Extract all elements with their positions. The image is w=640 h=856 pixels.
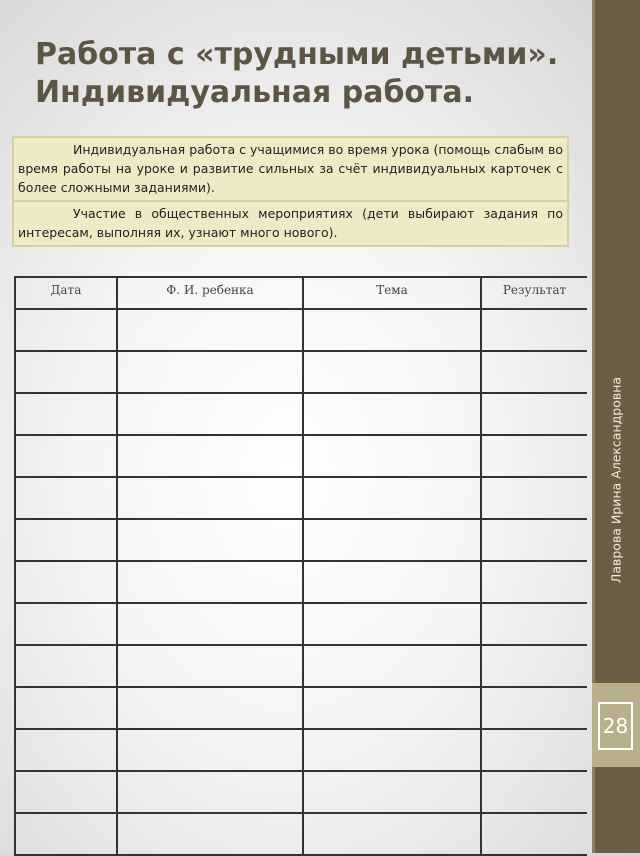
header-date: Дата	[15, 277, 117, 309]
table-row	[15, 435, 587, 477]
table-container	[14, 276, 587, 856]
table-cell	[303, 729, 481, 771]
table-cell	[303, 519, 481, 561]
table-cell	[15, 813, 117, 855]
table-cell	[15, 561, 117, 603]
table-cell	[15, 309, 117, 351]
table-header-row	[15, 277, 587, 309]
paragraph-public-events: Участие в общественных мероприятиях (дети выбирают задания по интересам, выполняя их, узнают много нового).	[14, 200, 567, 245]
table-cell	[481, 309, 587, 351]
table-cell	[15, 519, 117, 561]
table-cell	[303, 603, 481, 645]
table-row	[15, 603, 587, 645]
title-line-1: Работа с «трудными детьми».	[35, 37, 559, 72]
author-name: Лаврова Ирина Александровна	[608, 376, 624, 584]
table-cell	[15, 729, 117, 771]
table-cell	[15, 393, 117, 435]
table-cell	[15, 435, 117, 477]
table-cell	[303, 771, 481, 813]
table-cell	[15, 477, 117, 519]
table-row	[15, 687, 587, 729]
table-cell	[303, 645, 481, 687]
title-line-2: Индивидуальная работа.	[35, 75, 475, 110]
table-body	[15, 309, 587, 856]
table-cell	[303, 477, 481, 519]
table-cell	[481, 771, 587, 813]
table-cell	[117, 603, 303, 645]
table-cell	[15, 771, 117, 813]
table-cell	[117, 393, 303, 435]
header-child-name: Ф. И. ребенка	[117, 277, 303, 309]
table-cell	[481, 351, 587, 393]
table-row	[15, 519, 587, 561]
table-cell	[481, 393, 587, 435]
table-row	[15, 477, 587, 519]
individual-work-table	[14, 276, 587, 856]
table-cell	[303, 813, 481, 855]
table-row	[15, 729, 587, 771]
table-cell	[303, 309, 481, 351]
table-cell	[117, 477, 303, 519]
table-row	[15, 309, 587, 351]
table-cell	[15, 603, 117, 645]
table-cell	[481, 435, 587, 477]
table-cell	[117, 351, 303, 393]
table-cell	[481, 561, 587, 603]
table-row	[15, 561, 587, 603]
table-cell	[15, 645, 117, 687]
table-cell	[117, 771, 303, 813]
table-cell	[481, 729, 587, 771]
table-cell	[481, 813, 587, 855]
slide-title	[35, 36, 595, 112]
table-cell	[481, 519, 587, 561]
table-cell	[15, 351, 117, 393]
table-cell	[117, 813, 303, 855]
paragraph-lesson-work: Индивидуальная работа с учащимися во время урока (помощь слабым во время работы на уроке и развитие сильных за счёт индивидуальных карточек с более сложными заданиями).	[18, 142, 563, 195]
table-cell	[303, 393, 481, 435]
table-row	[15, 393, 587, 435]
table-row	[15, 351, 587, 393]
header-result: Результат	[481, 277, 587, 309]
table-cell	[481, 477, 587, 519]
table-row	[15, 813, 587, 855]
table-cell	[117, 309, 303, 351]
page-number: 28	[598, 702, 633, 750]
table-cell	[117, 435, 303, 477]
table-row	[15, 771, 587, 813]
table-cell	[481, 645, 587, 687]
table-cell	[303, 351, 481, 393]
table-cell	[303, 687, 481, 729]
text-boxes	[12, 136, 569, 247]
table-cell	[15, 687, 117, 729]
table-cell	[117, 519, 303, 561]
table-row	[15, 645, 587, 687]
table-cell	[117, 729, 303, 771]
header-topic: Тема	[303, 277, 481, 309]
table-cell	[117, 561, 303, 603]
table-cell	[117, 645, 303, 687]
table-cell	[117, 687, 303, 729]
table-cell	[481, 687, 587, 729]
table-cell	[303, 561, 481, 603]
table-cell	[481, 603, 587, 645]
table-cell	[303, 435, 481, 477]
